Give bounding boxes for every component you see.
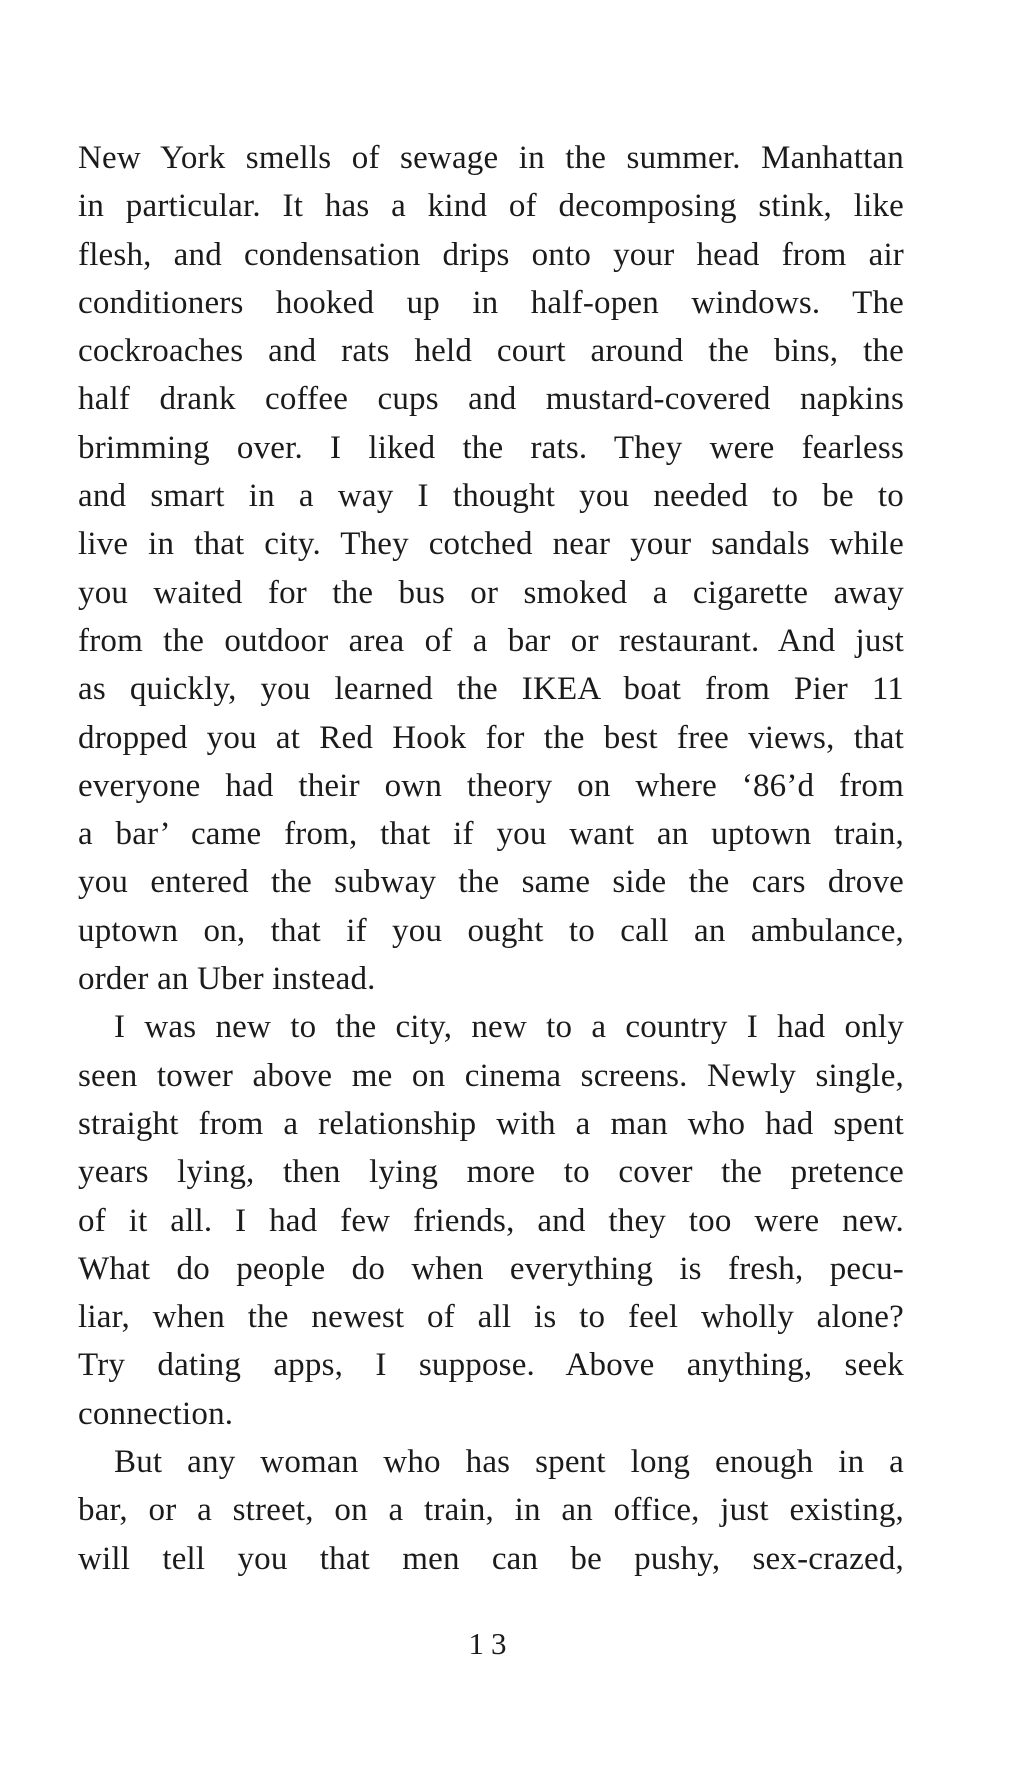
text-line: What do people do when everything is fresh, pecu- (78, 1250, 904, 1287)
paragraph (78, 1438, 904, 1583)
text-line: a bar’ came from, that if you want an uptown train, (78, 816, 904, 853)
text-line: you waited for the bus or smoked a cigarette away (78, 574, 904, 611)
paragraph (78, 1003, 904, 1438)
text-line: of it all. I had few friends, and they too were new. (78, 1202, 904, 1239)
text-line: will tell you that men can be pushy, sex-crazed, (78, 1540, 904, 1577)
text-line: in particular. It has a kind of decomposing stink, like (78, 188, 904, 225)
text-line: seen tower above me on cinema screens. Newly single, (78, 1057, 904, 1094)
text-line: I was new to the city, new to a country I had only (114, 1009, 904, 1046)
text-line: years lying, then lying more to cover the pretence (78, 1154, 904, 1191)
page-number: 13 (468, 1626, 514, 1661)
text-line: straight from a relationship with a man who had spent (78, 1105, 904, 1142)
text-line: connection. (78, 1395, 234, 1432)
text-line: and smart in a way I thought you needed to be to (78, 478, 904, 515)
text-line: liar, when the newest of all is to feel wholly alone? (78, 1299, 904, 1336)
text-line: Try dating apps, I suppose. Above anything, seek (78, 1347, 904, 1384)
text-line: But any woman who has spent long enough in a (114, 1444, 904, 1481)
text-line: from the outdoor area of a bar or restaurant. And just (78, 622, 904, 659)
text-line: you entered the subway the same side the cars drove (78, 864, 904, 901)
text-line: as quickly, you learned the IKEA boat from Pier 11 (78, 671, 904, 708)
text-line: cockroaches and rats held court around the bins, the (78, 333, 904, 370)
text-line: bar, or a street, on a train, in an office, just existing, (78, 1492, 904, 1529)
text-line: dropped you at Red Hook for the best free views, that (78, 719, 904, 756)
text-line: New York smells of sewage in the summer. Manhattan (78, 140, 904, 176)
text-line: everyone had their own theory on where ‘86’d from (78, 767, 904, 804)
body-text (78, 134, 904, 1583)
text-line: order an Uber instead. (78, 961, 376, 998)
text-line: flesh, and condensation drips onto your head from air (78, 236, 904, 273)
text-line: half drank coffee cups and mustard-covered napkins (78, 381, 904, 418)
paragraph (78, 134, 904, 1003)
text-line: conditioners hooked up in half-open windows. The (78, 284, 904, 321)
text-line: brimming over. I liked the rats. They were fearless (78, 429, 904, 466)
text-line: uptown on, that if you ought to call an ambulance, (78, 912, 904, 949)
text-line: live in that city. They cotched near your sandals while (78, 526, 904, 563)
